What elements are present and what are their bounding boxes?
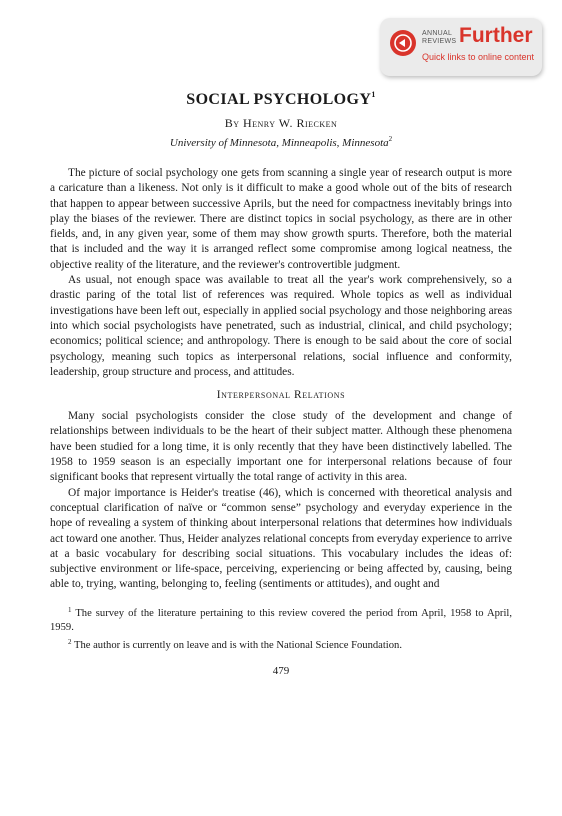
badge-brand: Further bbox=[459, 24, 533, 47]
badge-line-reviews: REVIEWS bbox=[422, 38, 457, 45]
title-text: SOCIAL PSYCHOLOGY bbox=[186, 91, 372, 108]
footnote-separator bbox=[50, 593, 512, 603]
affiliation-line bbox=[50, 132, 512, 151]
footnote-1-mark: 1 bbox=[68, 605, 72, 614]
footnote-2 bbox=[50, 635, 512, 653]
article-page bbox=[50, 80, 512, 677]
footnote-2-text: The author is currently on leave and is with the National Science Foundation. bbox=[73, 639, 402, 651]
paragraph-section-2: Of major importance is Heider's treatise (46), which is concerned with theoretical analysis and conceptual clarification of naïve or “common sense” psychology and everyday experience in the hope of revealing a system of thinking about interpersonal relations that determines how individuals act toward one another. Thus, Heider analyzes relational concepts from everyday experience to arrive at a basic vocabulary for describing social situations. This vocabulary includes the ideas of: subjective environment or life-space, perceiving, experiencing or being affected by, causing, being able to, trying, wanting, belonging to, feeling (sentiments or attitudes), and ought and bbox=[50, 486, 512, 591]
badge-line-annual: ANNUAL bbox=[422, 30, 453, 37]
footnote-1 bbox=[50, 603, 512, 635]
paragraph-section-1: Many social psychologists consider the close study of the development and change of relationships between individuals to be the heart of their subject matter. Although these phenomena have been studied for a long time, it is only recently that they have been distinctively labelled. The 1958 to 1959 season is an especially important one for interpersonal relations because of four significant books that represent virtually the total range of activity in this area. bbox=[50, 410, 512, 484]
affiliation-footnote-mark[interactable]: 2 bbox=[388, 135, 393, 143]
paragraph-intro-1: The picture of social psychology one gets from scanning a single year of research output is more a caricature than a likeness. Not only is it difficult to make a good whole out of the bits of research that happen to appear between successive Aprils, but the need for compactness inevitably brings into play the biases of the reviewer. There are distinct topics in social psychology, as there are in other fields, and, in any given year, some of them may show growth spurts. Therefore, both the material that is included and the way it is arranged reflect some compromise among logical neatness, the objective reality of the literature, and the reviewer's controvertible judgment. bbox=[50, 167, 512, 271]
paragraph-intro-2: As usual, not enough space was available to treat all the year's work comprehensively, so a drastic paring of the total list of references was required. Whole topics as well as individual investigations have been left out, especially in applied social psychology and those neighboring areas into which social psychologists have penetrated, such as industrial, clinical, and child psychology; economics; political science; and anthropology. There is enough to be said about the core of social psychology, meaning such topics as interpersonal relations, social influence and conformity, leadership, group structure and process, and attitudes. bbox=[50, 274, 512, 378]
footnote-1-text: The survey of the literature pertaining to this review covered the period from April, 1958 to April, 1959. bbox=[50, 607, 512, 633]
badge-publisher bbox=[422, 30, 456, 46]
article-title bbox=[50, 80, 512, 111]
page-number: 479 bbox=[272, 664, 290, 677]
badge-subtitle: Quick links to online content bbox=[422, 52, 535, 62]
affiliation-text: University of Minnesota, Minneapolis, Minnesota bbox=[169, 137, 389, 149]
author-line: By Henry W. Riecken bbox=[224, 116, 338, 130]
footnote-2-mark: 2 bbox=[68, 637, 72, 646]
title-footnote-mark[interactable]: 1 bbox=[371, 90, 376, 99]
section-heading: Interpersonal Relations bbox=[216, 389, 346, 402]
play-arrow-icon bbox=[390, 30, 416, 56]
annual-reviews-further-badge[interactable] bbox=[380, 18, 542, 76]
